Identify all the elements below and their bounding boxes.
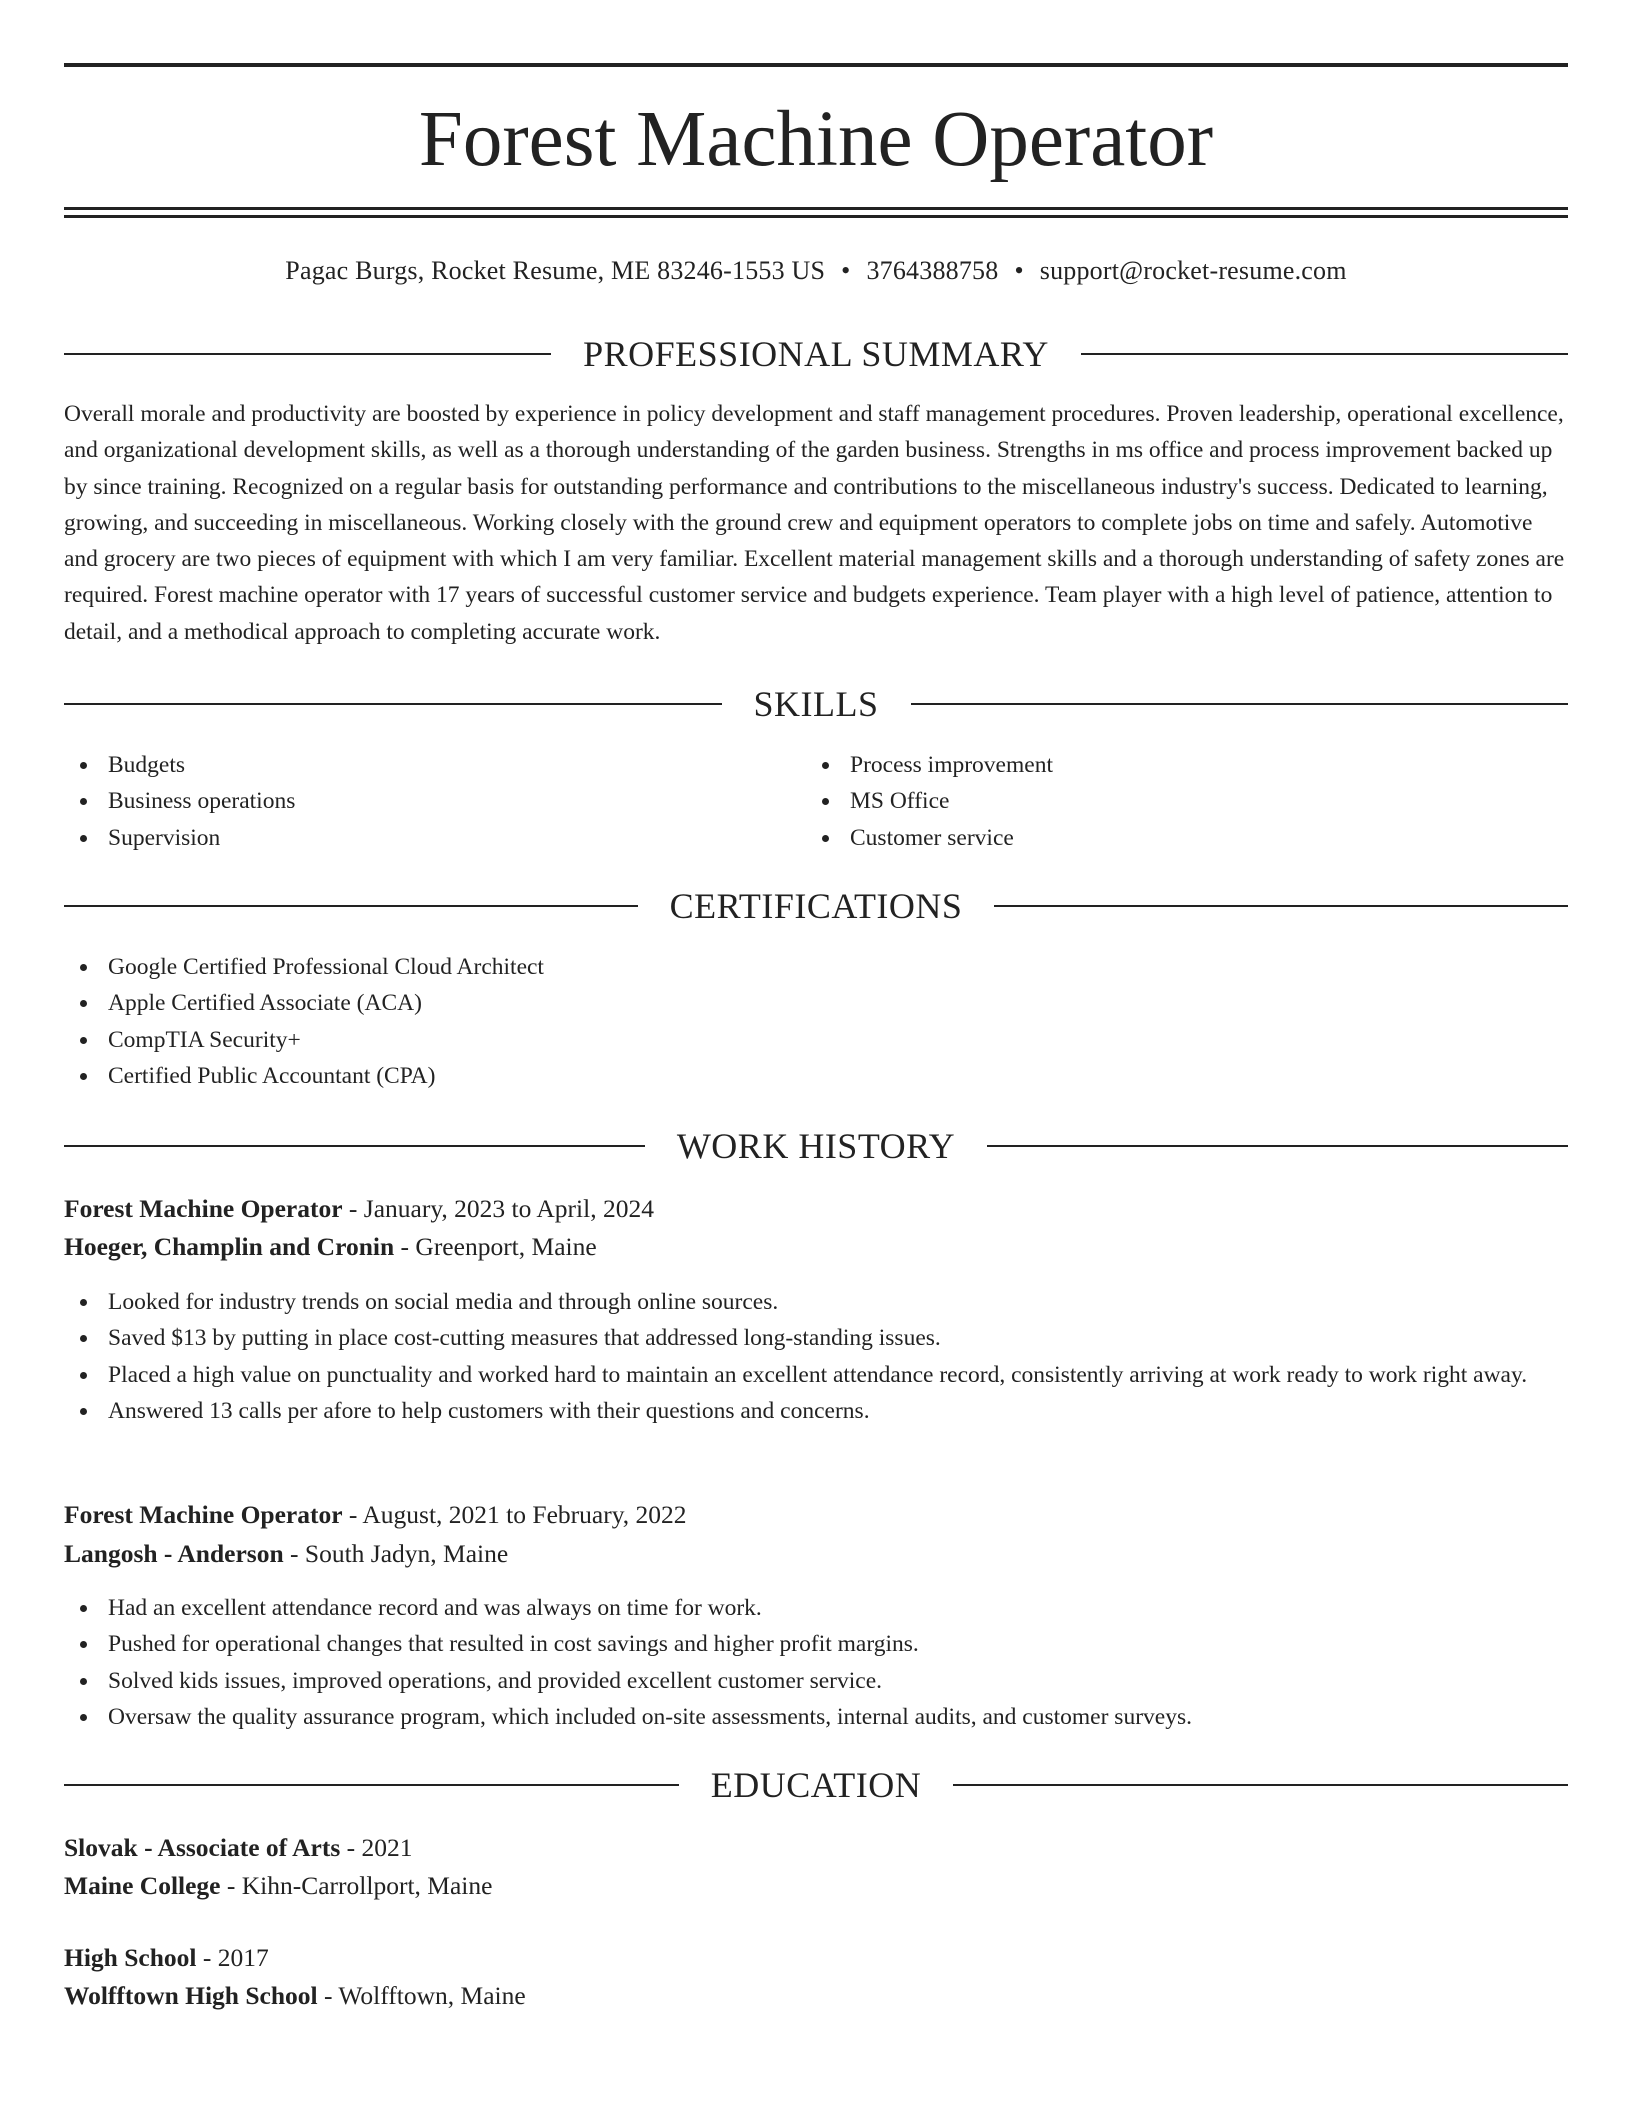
heading-rule bbox=[64, 703, 722, 705]
job-bullet: Placed a high value on punctuality and worked hard to maintain an excellent attendance record, consistently arriving at work ready to work right away. bbox=[64, 1357, 1568, 1393]
job-dates: - August, 2021 to February, 2022 bbox=[342, 1500, 687, 1529]
heading-rule bbox=[64, 1784, 679, 1786]
education-degree-line bbox=[64, 1939, 269, 1977]
job-title-line bbox=[64, 1496, 687, 1534]
job-location: - Greenport, Maine bbox=[394, 1232, 597, 1261]
skill-item: Business operations bbox=[64, 783, 804, 819]
certification-item: Certified Public Accountant (CPA) bbox=[64, 1058, 1568, 1094]
section-heading-education bbox=[64, 1763, 1568, 1807]
contact-email: support@rocket-resume.com bbox=[1039, 256, 1347, 285]
heading-rule bbox=[64, 353, 551, 355]
job-bullet: Saved $13 by putting in place cost-cutting measures that addressed long-standing issues. bbox=[64, 1320, 1568, 1356]
contact-separator: • bbox=[841, 256, 851, 285]
education-degree: Slovak - Associate of Arts bbox=[64, 1833, 341, 1862]
section-title: EDUCATION bbox=[710, 1765, 922, 1805]
education-school: Wolfftown High School bbox=[64, 1981, 318, 2010]
heading-rule bbox=[64, 905, 638, 907]
job-dates: - January, 2023 to April, 2024 bbox=[342, 1194, 654, 1223]
education-location: - Kihn-Carrollport, Maine bbox=[220, 1871, 493, 1900]
section-heading-work-history bbox=[64, 1124, 1568, 1168]
education-school: Maine College bbox=[64, 1871, 221, 1900]
job-bullet: Oversaw the quality assurance program, which included on-site assessments, internal audits, and customer surveys. bbox=[64, 1699, 1568, 1735]
job-bullet: Had an excellent attendance record and was always on time for work. bbox=[64, 1590, 1568, 1626]
contact-separator: • bbox=[1014, 256, 1024, 285]
education-location: - Wolfftown, Maine bbox=[317, 1981, 526, 2010]
skills-list-left bbox=[64, 747, 804, 856]
contact-phone: 3764388758 bbox=[866, 256, 999, 285]
job-bullet: Solved kids issues, improved operations, and provided excellent customer service. bbox=[64, 1663, 1568, 1699]
section-title: WORK HISTORY bbox=[676, 1126, 956, 1166]
title-rule-lower bbox=[64, 215, 1568, 218]
certification-item: Google Certified Professional Cloud Architect bbox=[64, 949, 1568, 985]
contact-address: Pagac Burgs, Rocket Resume, ME 83246-1553 US bbox=[285, 256, 826, 285]
job-bullets bbox=[64, 1284, 1568, 1429]
job-title: Forest Machine Operator bbox=[64, 1500, 343, 1529]
skill-item: MS Office bbox=[806, 783, 1546, 819]
section-heading-skills bbox=[64, 682, 1568, 726]
heading-rule bbox=[953, 1784, 1568, 1786]
job-bullet: Looked for industry trends on social media and through online sources. bbox=[64, 1284, 1568, 1320]
job-bullet: Answered 13 calls per afore to help customers with their questions and concerns. bbox=[64, 1393, 1568, 1429]
page-title: Forest Machine Operator bbox=[418, 96, 1214, 183]
job-title: Forest Machine Operator bbox=[64, 1194, 343, 1223]
heading-rule bbox=[64, 1145, 645, 1147]
education-year: - 2021 bbox=[340, 1833, 413, 1862]
job-location: - South Jadyn, Maine bbox=[283, 1539, 509, 1568]
skill-item: Process improvement bbox=[806, 747, 1546, 783]
summary-text: Overall morale and productivity are boosted by experience in policy development and staff management procedures. Proven leadership, operational excellence, and organizational development skills, as well as a thorough understanding of the garden business. Strengths in ms office and process improvement backed up by since training. Recognized on a regular basis for outstanding performance and contributions to the miscellaneous industry's success. Dedicated to learning, growing, and succeeding in miscellaneous. Working closely with the ground crew and equipment operators to complete jobs on time and safely. Automotive and grocery are two pieces of equipment with which I am very familiar. Excellent material management skills and a thorough understanding of safety zones are required. Forest machine operator with 17 years of successful customer service and budgets experience. Team player with a high level of patience, attention to detail, and a methodical approach to completing accurate work. bbox=[64, 401, 1565, 645]
skill-item: Budgets bbox=[64, 747, 804, 783]
section-title: SKILLS bbox=[753, 684, 879, 724]
job-company: Hoeger, Champlin and Cronin bbox=[64, 1232, 395, 1261]
job-bullet: Pushed for operational changes that resulted in cost savings and higher profit margins. bbox=[64, 1626, 1568, 1662]
job-company-line bbox=[64, 1228, 597, 1266]
certification-item: Apple Certified Associate (ACA) bbox=[64, 985, 1568, 1021]
education-school-line bbox=[64, 1977, 526, 2015]
job-bullets bbox=[64, 1590, 1568, 1735]
heading-rule bbox=[1081, 353, 1568, 355]
certification-item: CompTIA Security+ bbox=[64, 1022, 1568, 1058]
education-year: - 2017 bbox=[196, 1943, 269, 1972]
job-company-line bbox=[64, 1535, 508, 1573]
title-rule-upper bbox=[64, 207, 1568, 210]
section-title: CERTIFICATIONS bbox=[669, 886, 963, 926]
heading-rule bbox=[994, 905, 1568, 907]
section-heading-summary bbox=[64, 332, 1568, 376]
education-degree: High School bbox=[64, 1943, 197, 1972]
job-company: Langosh - Anderson bbox=[64, 1539, 284, 1568]
certifications-list bbox=[64, 949, 1568, 1094]
section-heading-certifications bbox=[64, 884, 1568, 928]
education-degree-line bbox=[64, 1829, 413, 1867]
skill-item: Supervision bbox=[64, 820, 804, 856]
education-school-line bbox=[64, 1867, 492, 1905]
skill-item: Customer service bbox=[806, 820, 1546, 856]
section-title: PROFESSIONAL SUMMARY bbox=[583, 334, 1049, 374]
top-rule bbox=[64, 63, 1568, 67]
heading-rule bbox=[911, 703, 1569, 705]
contact-line bbox=[64, 253, 1568, 289]
heading-rule bbox=[987, 1145, 1568, 1147]
job-title-line bbox=[64, 1190, 654, 1228]
skills-list-right bbox=[806, 747, 1546, 856]
